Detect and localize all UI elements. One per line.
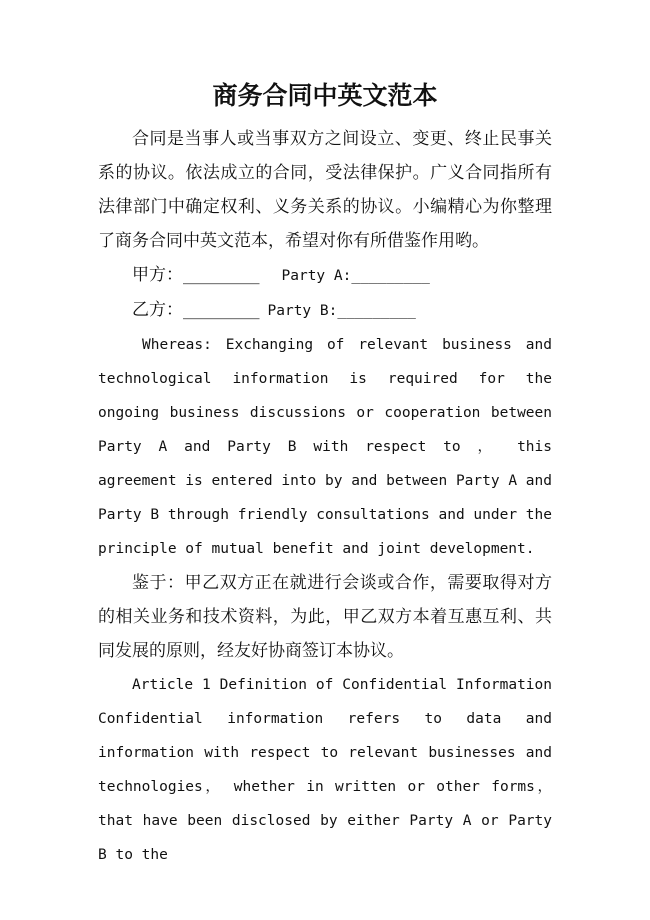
party-a-en-label: Party A:_________ (281, 268, 430, 284)
party-b-cn-label: 乙方：_________ (132, 300, 260, 320)
party-b-en-label: Party B:_________ (267, 303, 416, 319)
article-1-paragraph: Article 1 Definition of Confidential Information Confidential information refers to data and information with respect to relevant businesses and technologies， whether in written or other forms， that have been disclosed by either Party A or Party B to the (98, 677, 552, 863)
document-title: 商务合同中英文范本 (212, 81, 438, 110)
whereas-chinese-paragraph: 鉴于：甲乙双方正在就进行会谈或合作，需要取得对方的相关业务和技术资料，为此，甲乙双方本着互惠互利、共同发展的原则，经友好协商签订本协议。 (98, 573, 552, 661)
intro-paragraph: 合同是当事人或当事双方之间设立、变更、终止民事关系的协议。依法成立的合同，受法律保护。广义合同指所有法律部门中确定权利、义务关系的协议。小编精心为你整理了商务合同中英文范本，希望对你有所借鉴作用哟。 (98, 129, 552, 251)
whereas-english-paragraph: Whereas: Exchanging of relevant business and technological information is required for the ongoing business discussions or cooperation between Party A and Party B with respect to ， this agreement is entered into by and between Party A and Party B through friendly consultations and under the principle of mutual benefit and joint development. (98, 337, 552, 557)
party-a-cn-label: 甲方：_________ (132, 265, 260, 285)
document-body (98, 122, 552, 872)
party-b-line (98, 293, 552, 328)
party-a-line (98, 258, 552, 293)
